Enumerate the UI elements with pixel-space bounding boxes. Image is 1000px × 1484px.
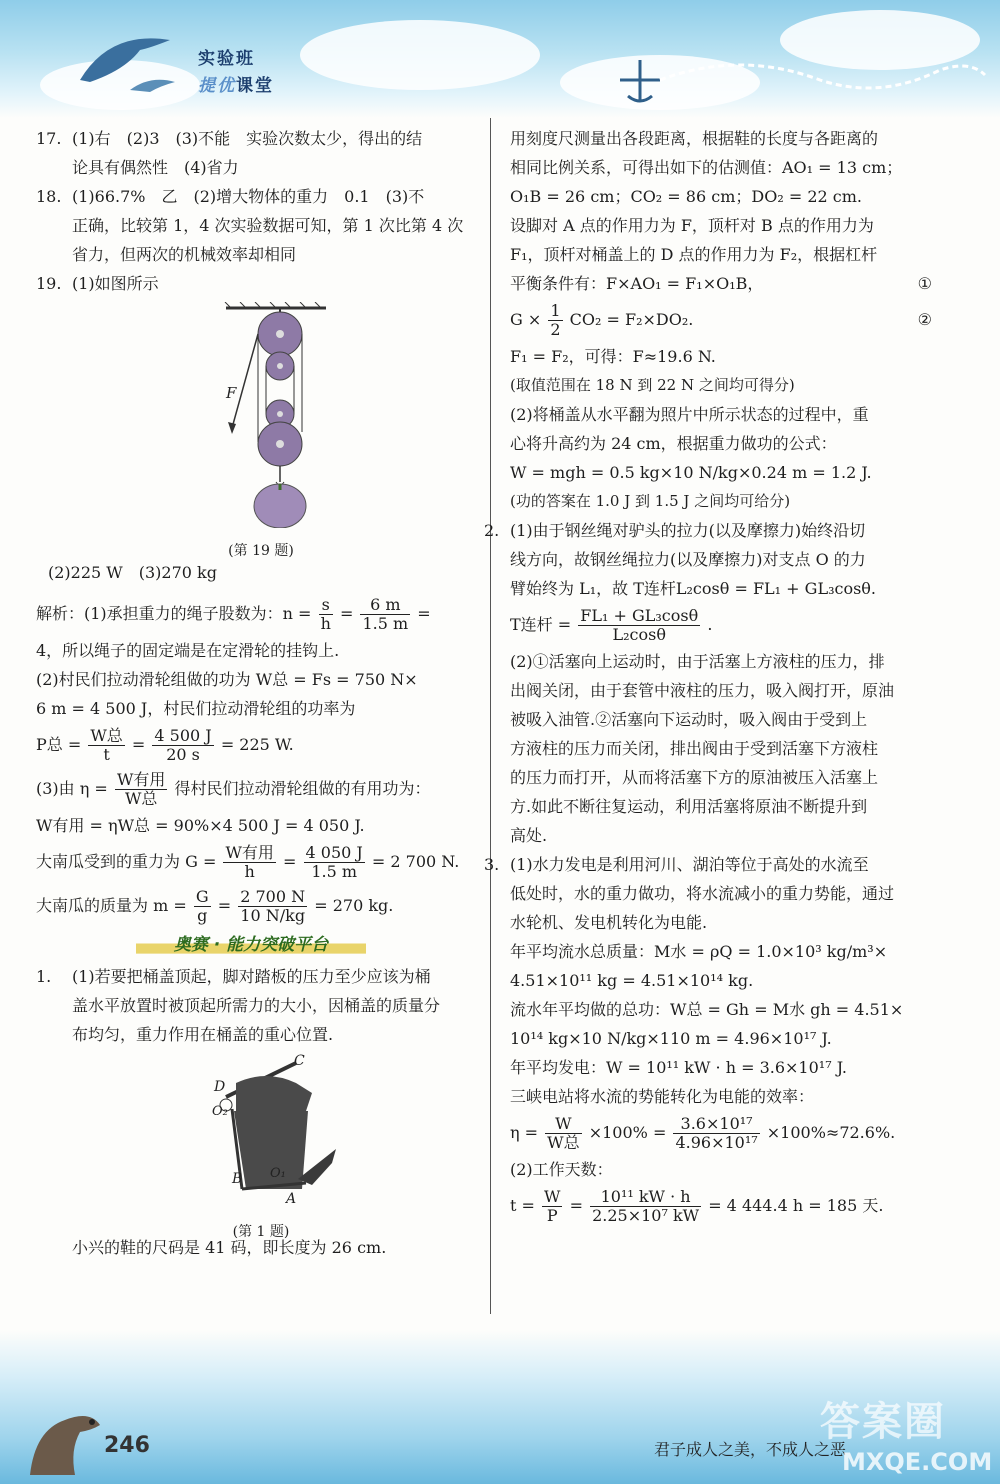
q3-line8: 年平均发电：W = 10¹¹ kW · h = 3.6×10¹⁷ J. xyxy=(510,1058,847,1077)
pulley-figure xyxy=(36,302,486,559)
right-column xyxy=(484,124,932,1228)
brand-accent: 提优 xyxy=(198,76,236,96)
fraction: $\frac{\text{W有用}}{h}$ xyxy=(225,843,274,881)
fraction: $\frac{1}{2}$ xyxy=(550,301,561,339)
power-equation: P总 = $\frac{\text{W总}}{t}$ = $\frac{4 500 J}{20 s}$ = 225 W. xyxy=(36,726,294,764)
footer-motto: 君子成人之美，不成人之恶 xyxy=(654,1440,847,1459)
r-line12: (功的答案在 1.0 J 到 1.5 J 之间均可给分) xyxy=(510,492,791,510)
fraction: $\frac{s}{h}$ xyxy=(320,595,331,633)
r-line7: F₁ = F₂，可得：F≈19.6 N. xyxy=(510,347,716,366)
watermark: 答案圈 xyxy=(820,1399,946,1445)
fraction: $\frac{2 700 N}{10 N/kg}$ xyxy=(240,887,306,925)
q2-line1: 2. (1)由于钢丝绳对驴头的拉力(以及摩擦力)始终沿切 xyxy=(484,521,866,540)
fraction: $\frac{\text{W总}}{t}$ xyxy=(90,726,123,764)
mass-equation: 大南瓜的质量为 m = $\frac{G}{g}$ = $\frac{2 700 N}{10 N/kg}$ = 270 kg. xyxy=(36,887,394,925)
efficiency-equation: (3)由 η = $\frac{\text{W有用}}{\text{W总}}$ 得村民们拉动滑轮组做的有用功为： xyxy=(36,770,431,808)
rod-tension-equation: T连杆 = $\frac{\text{FL₁ + GL₃cosθ}}{\text{L₂cosθ}}$ . xyxy=(510,606,713,644)
q2-line3: 臂始终为 L₁，故 T连杆L₂cosθ = FL₁ + GL₃cosθ. xyxy=(510,579,877,598)
q2-p5: 的压力而打开，从而将活塞下方的原油被压入活塞上 xyxy=(510,768,879,787)
r-line5: F₁，顶杆对桶盖上的 D 点的作用力为 F₂，根据杠杆 xyxy=(510,245,878,264)
fraction: $\frac{W}{\text{W总}}$ xyxy=(547,1114,580,1152)
r-line8: (取值范围在 18 N 到 22 N 之间均可得分) xyxy=(510,376,795,394)
r-line4: 设脚对 A 点的作用力为 F，顶杆对 B 点的作用力为 xyxy=(510,216,874,235)
anchor-rope-icon xyxy=(600,40,990,110)
r-line11: W = mgh = 0.5 kg×10 N/kg×0.24 m = 1.2 J. xyxy=(510,463,872,482)
equation-number: ② xyxy=(917,310,932,329)
fraction: $\frac{\text{W有用}}{\text{W总}}$ xyxy=(116,770,166,808)
q2-p1: (2)①活塞向上运动时，由于活塞上方液柱的压力，排 xyxy=(510,652,885,671)
page-header xyxy=(0,0,1000,118)
q17-line1: 17. (1)右 (2)3 (3)不能 实验次数太少，得出的结 xyxy=(36,129,423,148)
b1-line1: 1. (1)若要把桶盖顶起，脚对踏板的压力至少应该为桶 xyxy=(36,967,431,986)
q3-line10: (2)工作天数： xyxy=(510,1160,613,1179)
q2-p3: 被吸入油管.②活塞向下运动时，吸入阀由于受到上 xyxy=(510,710,868,729)
q19-line1: 19. (1)如图所示 xyxy=(36,274,159,293)
q2-p6: 方.如此不断往复运动，利用活塞将原油不断提升到 xyxy=(510,797,868,816)
point-a-label: A xyxy=(286,1191,297,1207)
pulley-diagram xyxy=(36,302,486,528)
fraction: $\frac{6 m}{1.5 m}$ xyxy=(362,595,409,633)
point-o2-label: O₂ xyxy=(212,1104,228,1119)
q3-line5: 4.51×10¹¹ kg = 4.51×10¹⁴ kg. xyxy=(510,971,754,990)
brand-logo xyxy=(198,44,274,96)
page-number: 246 xyxy=(104,1433,150,1458)
q2-line2: 线方向，故钢丝绳拉力(以及摩擦力)对支点 O 的力 xyxy=(510,550,866,569)
r-line6: 平衡条件有：F×AO₁ = F₁×O₁B， ① xyxy=(510,269,932,298)
lid-equation: G × $\frac{1}{2}$ CO₂ = F₂×DO₂. ② xyxy=(510,298,932,342)
b1-line3: 布均匀，重力作用在桶盖的重心位置. xyxy=(72,1025,334,1044)
q3-line1: 3. (1)水力发电是利用河川、湖泊等位于高处的水流至 xyxy=(484,855,869,874)
watermark-url: MXQE.COM xyxy=(842,1448,993,1476)
q19-analysis2-line1: (2)村民们拉动滑轮组做的功为 W总 = Fs = 750 N× xyxy=(36,670,418,689)
cloud-decoration xyxy=(300,20,540,90)
fraction: $\frac{4 500 J}{20 s}$ xyxy=(154,726,212,764)
q3-line7: 10¹⁴ kg×10 N/kg×110 m = 4.96×10¹⁷ J. xyxy=(510,1029,832,1048)
figure-caption: (第 1 题) xyxy=(232,1224,290,1240)
q19-analysis1-line2: 4，所以绳子的固定端是在定滑轮的挂钩上. xyxy=(36,641,340,660)
point-c-label: C xyxy=(294,1053,305,1069)
figure-caption: (第 19 题) xyxy=(228,543,294,559)
fraction: $\frac{\text{3.6×10¹⁷}}{\text{4.96×10¹⁷}}$ xyxy=(675,1114,758,1152)
left-column xyxy=(36,124,486,1262)
q2-p7: 高处. xyxy=(510,826,548,845)
r-line10: 心将升高约为 24 cm，根据重力做功的公式： xyxy=(510,434,837,453)
fraction: $\frac{4 050 J}{1.5 m}$ xyxy=(305,843,363,881)
gravity-equation: 大南瓜受到的重力为 G = $\frac{\text{W有用}}{h}$ = $\frac{4 050 J}{1.5 m}$ = 2 700 N. xyxy=(36,843,460,881)
force-label: F xyxy=(226,384,237,402)
q19-analysis1: 解析：(1)承担重力的绳子股数为：n = $\frac{s}{h}$ = $\frac{6 m}{1.5 m}$ = xyxy=(36,595,431,633)
brand-line1: 实验班 xyxy=(198,49,255,69)
useful-work-line: W有用 = ηW总 = 90%×4 500 J = 4 050 J. xyxy=(36,816,365,835)
r-line3: O₁B = 26 cm；CO₂ = 86 cm；DO₂ = 22 cm. xyxy=(510,187,862,206)
point-o1-label: O₁ xyxy=(270,1166,286,1181)
q3-line3: 水轮机、发电机转化为电能. xyxy=(510,913,708,932)
fraction: $\frac{G}{g}$ xyxy=(195,887,209,925)
q3-line9: 三峡电站将水流的势能转化为电能的效率： xyxy=(510,1087,815,1106)
b1-line4: 小兴的鞋的尺码是 41 码，即长度为 26 cm. xyxy=(72,1238,387,1257)
q2-p2: 出阀关闭，由于套管中液柱的压力，吸入阀打开，原油 xyxy=(510,681,895,700)
q18-line2: 正确，比较第 1，4 次实验数据可知，第 1 次比第 4 次 xyxy=(72,216,464,235)
equation-number: ① xyxy=(917,274,932,293)
q3-line4: 年平均流水总质量：M水 = ρQ = 1.0×10³ kg/m³× xyxy=(510,942,888,961)
q3-line6: 流水年平均做的总功：W总 = Gh = M水 gh = 4.51× xyxy=(510,1000,904,1019)
q17-line2: 论具有偶然性 (4)省力 xyxy=(72,158,239,177)
seal-icon xyxy=(20,1390,110,1480)
r-line9: (2)将桶盖从水平翻为照片中所示状态的过程中，重 xyxy=(510,405,869,424)
efficiency-result-equation: η = $\frac{W}{\text{W总}}$ ×100% = $\frac{\text{3.6×10¹⁷}}{\text{4.96×10¹⁷}}$ ×100%≈72.6%. xyxy=(510,1114,896,1152)
q18-line3: 省力，但两次的机械效率却相同 xyxy=(72,245,297,264)
trash-can-figure xyxy=(36,1053,486,1240)
dolphin-icon xyxy=(70,20,190,100)
point-b-label: B xyxy=(232,1171,243,1187)
q19-ans2: (2)225 W (3)270 kg xyxy=(48,563,217,582)
fraction: $\frac{W}{P}$ xyxy=(544,1187,561,1225)
fraction: $\frac{\text{10¹¹ kW · h}}{\text{2.25×10⁷ kW}}$ xyxy=(592,1187,700,1225)
column-divider xyxy=(490,118,491,1314)
point-d-label: D xyxy=(214,1079,226,1095)
fraction: $\frac{\text{FL₁ + GL₃cosθ}}{\text{L₂cosθ}}$ xyxy=(580,606,699,644)
q3-line2: 低处时，水的重力做功，将水流减小的重力势能，通过 xyxy=(510,884,895,903)
working-days-equation: t = $\frac{W}{P}$ = $\frac{\text{10¹¹ kW · h}}{\text{2.25×10⁷ kW}}$ = 4 444.4 h = 185 天. xyxy=(510,1187,884,1225)
r-line1: 用刻度尺测量出各段距离，根据鞋的长度与各距离的 xyxy=(510,129,879,148)
q19-analysis2-line2: 6 m = 4 500 J，村民们拉动滑轮组的功率为 xyxy=(36,699,356,718)
trash-can-diagram xyxy=(36,1053,486,1209)
brand-line2: 课堂 xyxy=(236,76,274,96)
section-title: 奥赛 · 能力突破平台 xyxy=(136,928,366,962)
q18-line1: 18. (1)66.7% 乙 (2)增大物体的重力 0.1 (3)不 xyxy=(36,187,425,206)
b1-line2: 盖水平放置时被顶起所需力的大小，因桶盖的质量分 xyxy=(72,996,441,1015)
r-line2: 相同比例关系，可得出如下的估测值：AO₁ = 13 cm； xyxy=(510,158,903,177)
q2-p4: 方液柱的压力而关闭，排出阀由于受到活塞下方液柱 xyxy=(510,739,879,758)
